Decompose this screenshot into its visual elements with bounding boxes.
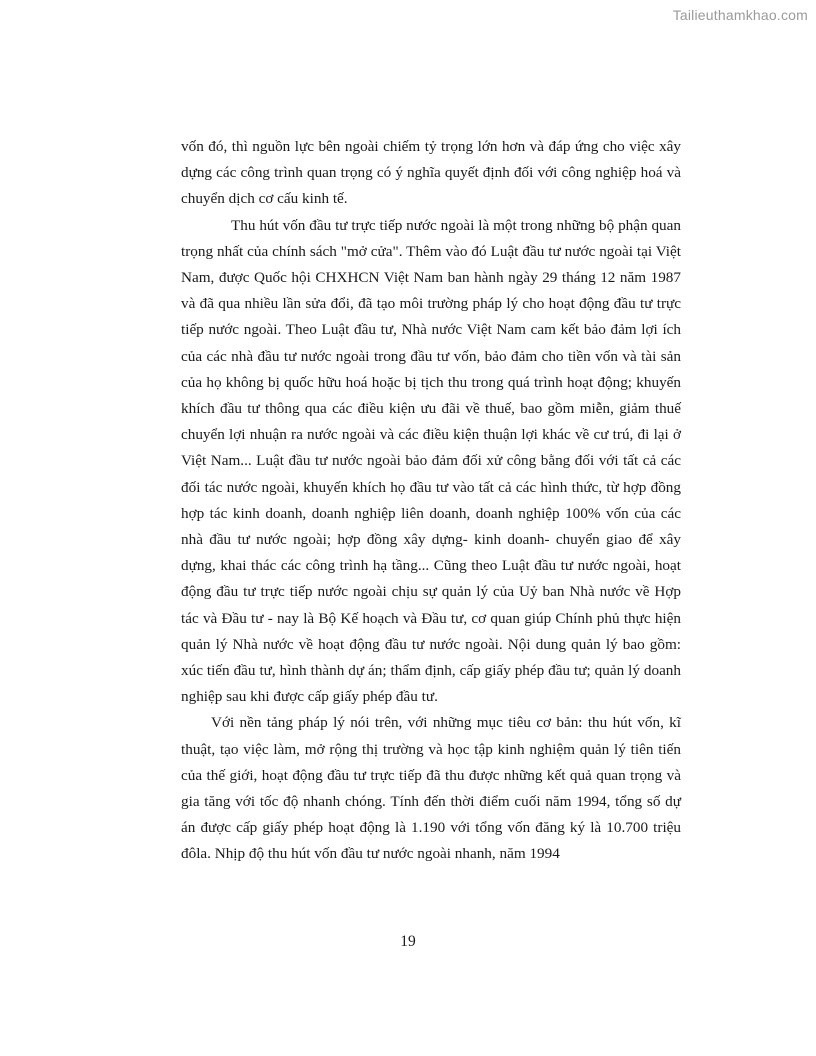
paragraph-fdi-law: Thu hút vốn đầu tư trực tiếp nước ngoài là một trong những bộ phận quan trọng nhất của chính sách "mở cửa". Thêm vào đó Luật đầu tư nước ngoài tại Việt Nam, được Quốc hội CHXHCN Việt Nam ban hành ngày 29 tháng 12 năm 1987 và đã qua nhiều lần sửa đổi, đã tạo môi trường pháp lý cho hoạt động đầu tư trực tiếp nước ngoài. Theo Luật đầu tư, Nhà nước Việt Nam cam kết bảo đảm lợi ích của các nhà đầu tư nước ngoài trong đầu tư vốn, bảo đảm cho tiền vốn và tài sản của họ không bị quốc hữu hoá hoặc bị tịch thu trong quá trình hoạt động; khuyến khích đầu tư thông qua các điều kiện ưu đãi về thuế, bao gồm miễn, giảm thuế chuyển lợi nhuận ra nước ngoài và các điều kiện thuận lợi khác về cư trú, đi lại ở Việt Nam... Luật đầu tư nước ngoài bảo đảm đối xử công bằng đối với tất cả các đối tác nước ngoài, khuyến khích họ đầu tư vào tất cả các hình thức, từ hợp đồng hợp tác kinh doanh, doanh nghiệp liên doanh, doanh nghiệp 100% vốn của các nhà đầu tư nước ngoài; hợp đồng xây dựng- kinh doanh- chuyển giao để xây dựng, khai thác các công trình hạ tầng... Cũng theo Luật đầu tư nước ngoài, hoạt động đầu tư trực tiếp nước ngoài chịu sự quản lý của Uỷ ban Nhà nước về Hợp tác và Đầu tư - nay là Bộ Kế hoạch và Đầu tư, cơ quan giúp Chính phủ thực hiện quản lý Nhà nước về hoạt động đầu tư nước ngoài. Nội dung quản lý bao gồm: xúc tiến đầu tư, hình thành dự án; thẩm định, cấp giấy phép đầu tư; quản lý doanh nghiệp sau khi được cấp giấy phép đầu tư. [181,216,681,706]
site-watermark: Tailieuthamkhao.com [672,7,808,23]
page-body [181,134,681,868]
paragraph-fdi-results: Với nền tảng pháp lý nói trên, với những mục tiêu cơ bản: thu hút vốn, kĩ thuật, tạo việc làm, mở rộng thị trường và học tập kinh nghiệm quản lý tiên tiến của thế giới, hoạt động đầu tư trực tiếp đã thu được những kết quả quan trọng và gia tăng với tốc độ nhanh chóng. Tính đến thời điểm cuối năm 1994, tổng số dự án được cấp giấy phép hoạt động là 1.190 với tổng vốn đăng ký là 10.700 triệu đôla. Nhịp độ thu hút vốn đầu tư nước ngoài nhanh, năm 1994 [181,714,681,863]
paragraph-continuation: vốn đó, thì nguồn lực bên ngoài chiếm tỷ trọng lớn hơn và đáp ứng cho việc xây dựng các công trình quan trọng có ý nghĩa quyết định đối với công nghiệp hoá và chuyển dịch cơ cấu kinh tế. [181,138,681,208]
page-number: 19 [400,933,416,950]
